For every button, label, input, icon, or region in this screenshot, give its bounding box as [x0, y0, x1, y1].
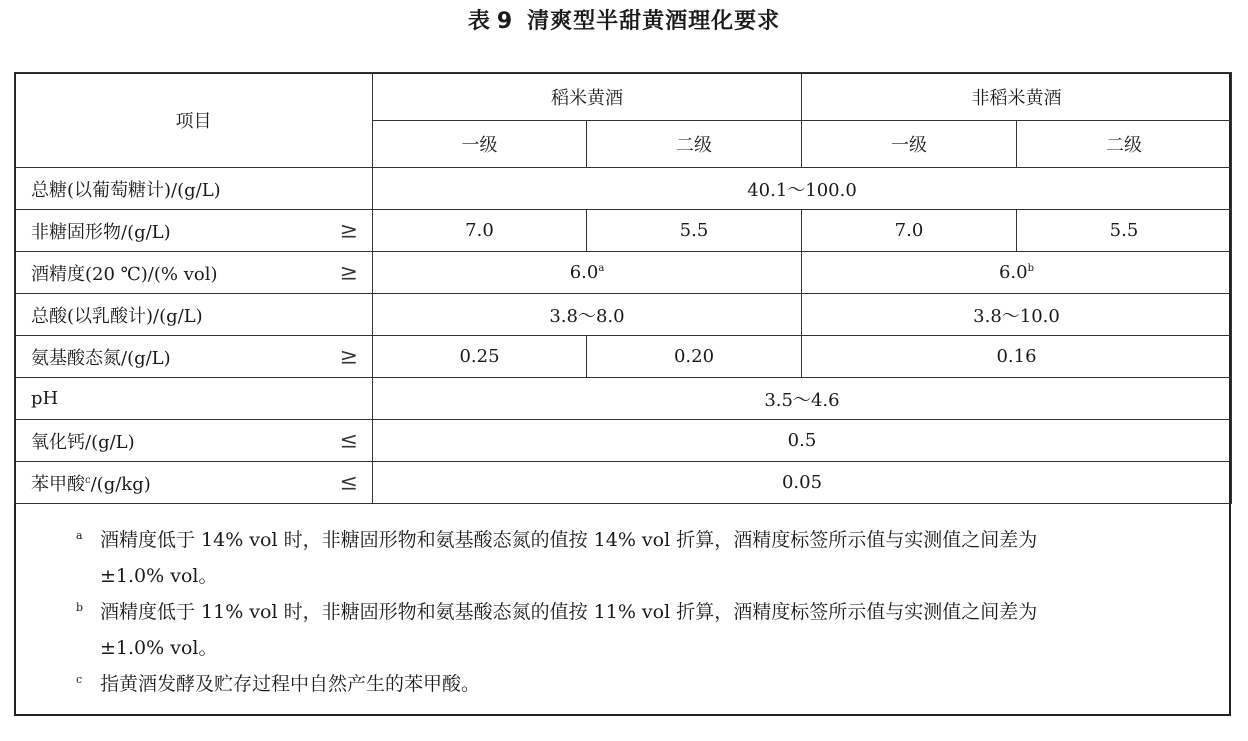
greater-equal-sign: ≥ [339, 260, 358, 285]
footnotes [62, 522, 1222, 702]
header-grade: 二级 [1017, 121, 1232, 168]
footnote [62, 522, 1222, 594]
footnote [62, 666, 1222, 702]
row-name-unit: /(g/kg) [90, 473, 151, 495]
table-row [15, 252, 1232, 294]
row-name [15, 378, 373, 420]
row-name [15, 252, 373, 294]
row-name-text: 非糖固形物/(g/L) [31, 221, 171, 243]
footnote-mark: a [76, 529, 83, 542]
table-row [15, 336, 1232, 378]
footnote-mark: b [76, 601, 84, 614]
table-row [15, 168, 1232, 210]
row-value: 40.1～100.0 [373, 168, 1232, 210]
row-value: 7.0 [802, 210, 1017, 252]
row-value: 0.20 [587, 336, 802, 378]
table-row [15, 378, 1232, 420]
footnote-mark: c [85, 474, 91, 486]
less-equal-sign: ≤ [339, 470, 358, 495]
row-value: 5.5 [1017, 210, 1232, 252]
spec-table [14, 72, 1232, 504]
row-name [15, 462, 373, 504]
footnote-text: 酒精度低于 14% vol 时，非糖固形物和氨基酸态氮的值按 14% vol 折算，酒精度标签所示值与实测值之间差为 [100, 529, 1038, 551]
footnote-text-continued: ±1.0% vol。 [100, 565, 218, 587]
row-name [15, 210, 373, 252]
footnote-mark: c [76, 673, 83, 686]
greater-equal-sign: ≥ [339, 218, 358, 243]
row-value: 7.0 [373, 210, 587, 252]
row-name-text: 苯甲酸 [31, 473, 85, 495]
table-title-text: 清爽型半甜黄酒理化要求 [527, 9, 781, 34]
row-name-text: 氧化钙/(g/L) [31, 431, 135, 453]
table-row [15, 420, 1232, 462]
row-value [373, 252, 802, 294]
row-value: 3.5～4.6 [373, 378, 1232, 420]
footnote [62, 594, 1222, 666]
row-name [15, 168, 373, 210]
footnote-mark: a [598, 263, 605, 274]
row-name [15, 420, 373, 462]
footnote-text: 指黄酒发酵及贮存过程中自然产生的苯甲酸。 [100, 673, 481, 695]
table-title-label: 表 [467, 9, 491, 34]
row-name-text: 总糖(以葡萄糖计)/(g/L) [31, 179, 221, 201]
row-name [15, 336, 373, 378]
table-title-number: 9 [496, 9, 514, 34]
row-value: 0.25 [373, 336, 587, 378]
header-grade: 一级 [373, 121, 587, 168]
table-row [15, 294, 1232, 336]
greater-equal-sign: ≥ [339, 344, 358, 369]
header-grade: 二级 [587, 121, 802, 168]
row-value: 3.8～8.0 [373, 294, 802, 336]
footnote-mark: b [1027, 263, 1035, 274]
footnote-text: 酒精度低于 11% vol 时，非糖固形物和氨基酸态氮的值按 11% vol 折算，酒精度标签所示值与实测值之间差为 [100, 601, 1038, 623]
row-name-text: 氨基酸态氮/(g/L) [31, 347, 171, 369]
row-value: 0.16 [802, 336, 1232, 378]
row-name-text: pH [31, 388, 59, 409]
row-value: 5.5 [587, 210, 802, 252]
table-row [15, 210, 1232, 252]
row-name-text: 总酸(以乳酸计)/(g/L) [31, 305, 203, 327]
row-value: 0.05 [373, 462, 1232, 504]
less-equal-sign: ≤ [339, 428, 358, 453]
header-group-rice: 稻米黄酒 [373, 73, 802, 121]
row-value-text: 6.0 [569, 262, 599, 283]
row-value [802, 252, 1232, 294]
header-item: 项目 [15, 73, 373, 168]
table-title [0, 4, 1248, 40]
row-value: 0.5 [373, 420, 1232, 462]
footnote-text-continued: ±1.0% vol。 [100, 637, 218, 659]
header-grade: 一级 [802, 121, 1017, 168]
row-name [15, 294, 373, 336]
header-group-non-rice: 非稻米黄酒 [802, 73, 1232, 121]
row-value: 3.8～10.0 [802, 294, 1232, 336]
header-row-groups [15, 73, 1232, 121]
row-value-text: 6.0 [998, 262, 1028, 283]
table-row [15, 462, 1232, 504]
row-name-text: 酒精度(20 ℃)/(% vol) [31, 263, 218, 285]
